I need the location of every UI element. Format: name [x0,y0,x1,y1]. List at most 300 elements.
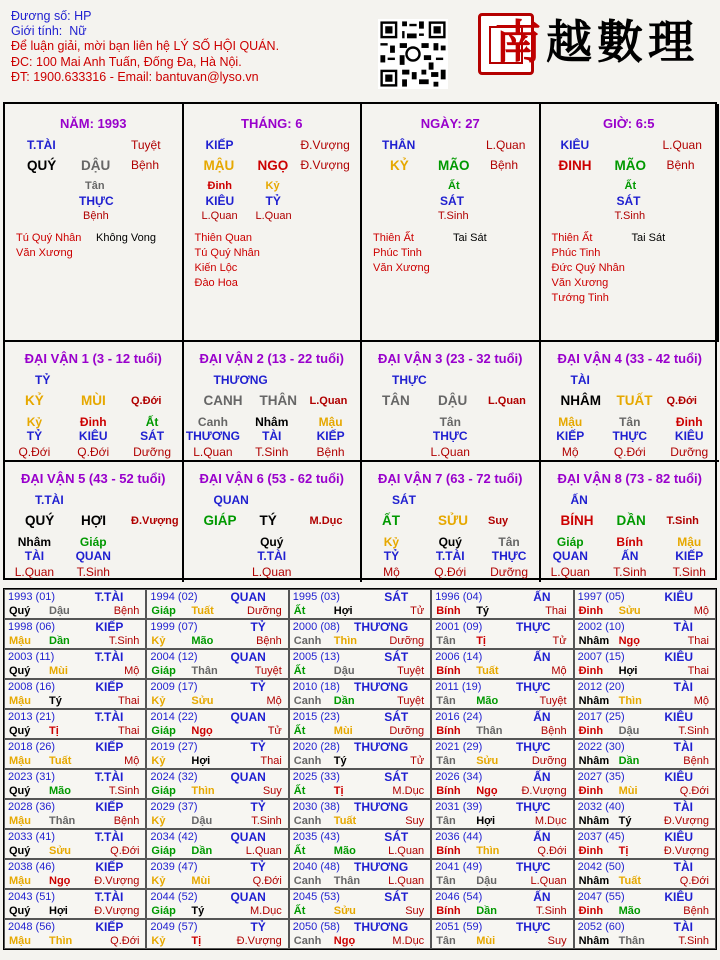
year-stem: Giáp [151,785,176,797]
year-cell [4,859,146,889]
year-stem: Mậu [9,815,31,827]
year-stage: Mộ [693,605,709,617]
year-star: THỰC [515,740,551,754]
pillar-branch-stage: Bệnh [490,158,519,172]
year-stem: Ất [293,905,306,917]
dai-van-hidden-stages: L.Quan T.Sinh T.Sinh [550,565,706,579]
year-star: SÁT [384,710,409,724]
pillar-title: GIỜ: 6:5 [602,116,655,131]
year-stage: Dưỡng [389,725,425,737]
year-branch: Ngọ [333,935,356,947]
year-star: KIẾP [95,920,124,934]
year-label: 2046 (54) [435,891,483,903]
year-star: THỰC [515,680,551,694]
year-branch: Dậu [49,605,70,617]
year-branch: Dậu [476,875,497,887]
year-cell [4,589,146,619]
year-star: THỰC [515,620,551,634]
dai-van-branch: TUẤT [616,393,653,408]
year-stage: Tử [267,725,282,737]
year-stage: Q.Đới [537,845,567,857]
dai-van-2 [184,342,363,462]
year-stage: Q.Đới [252,875,282,887]
year-label: 2045 (53) [292,891,340,903]
note-left: Tú Quý Nhân [194,247,260,259]
year-star: KIẾP [95,800,124,814]
note-right: Không Vong [96,232,156,244]
hidden-stem: Kỷ [265,180,280,192]
year-stage: T.Sinh [536,905,567,917]
year-label: 2034 (42) [150,831,198,843]
year-label: 2016 (24) [435,711,483,723]
dai-van-hidden-stems: Kỷ Đinh Ất [26,415,159,429]
year-label: 2009 (17) [150,681,198,693]
year-stage: M.Dục [392,785,425,797]
dai-van-7 [362,462,541,582]
year-cell [4,799,146,829]
pillar-title: THÁNG: 6 [241,116,303,131]
year-branch: Sửu [333,905,356,917]
year-stage: Suy [405,905,425,917]
year-cell [431,769,573,799]
year-branch: Mùi [191,875,211,887]
year-stage: T.Sinh [678,725,709,737]
year-branch: Tị [333,785,344,797]
year-stem: Ất [293,605,306,617]
year-branch: Ngọ [618,635,640,647]
year-stage: Thai [117,695,140,707]
note-left: Văn Xương [373,262,430,274]
hidden-stem: Ất [448,180,460,192]
dai-van-branch: TÝ [259,513,277,528]
year-stem: Đinh [578,845,604,857]
year-label: 2019 (27) [150,741,198,753]
qr-code-icon [378,18,448,90]
year-branch: Dần [49,635,70,647]
year-branch: Thìn [618,695,642,707]
year-stem: Nhâm [578,815,610,827]
dai-van-hidden-stems: Canh Nhâm Mậu [197,415,343,429]
year-stage: Thai [117,725,140,737]
year-cell [289,649,431,679]
year-label: 2015 (23) [292,711,340,723]
pillar-branch: MÃO [438,158,470,173]
year-label: 2024 (32) [150,771,198,783]
dai-van-stem: TÂN [382,393,410,408]
year-stage: Bệnh [540,725,567,737]
hidden-stage: T.Sinh [438,210,469,222]
dai-van-title: ĐẠI VẬN 8 (73 - 82 tuổi) [557,471,702,486]
year-branch: Mùi [49,665,68,677]
year-star: ẤN [533,830,551,844]
pillar-stem-star: THÂN [382,138,416,152]
year-cell [146,649,288,679]
pillar-branch: NGỌ [257,158,289,173]
dai-van-branch: DẦN [616,513,646,528]
year-branch: Mão [476,695,499,707]
year-stage: Dưỡng [247,605,282,617]
year-label: 2048 (56) [8,921,56,933]
dai-van-5 [5,462,184,582]
year-cell [289,889,431,919]
year-cell [574,649,716,679]
note-left: Tướng Tinh [551,292,609,304]
year-cell [146,799,288,829]
pillar-stem-stage: Tuyệt [131,138,161,152]
year-branch: Sửu [191,695,214,707]
year-star: T.TÀI [94,590,124,604]
year-stem: Bính [436,905,461,917]
year-label: 2044 (52) [150,891,198,903]
year-star: QUAN [230,770,266,784]
pillar-branch-stage: Bệnh [131,158,160,172]
year-branch: Dậu [191,815,213,827]
year-stage: M.Dục [534,815,567,827]
year-label: 2004 (12) [150,651,198,663]
year-stem: Quý [9,605,31,617]
year-stem: Bính [436,665,461,677]
dai-van-title: ĐẠI VẬN 2 (13 - 22 tuổi) [199,351,344,366]
year-cell [289,829,431,859]
year-label: 2051 (59) [435,921,483,933]
year-branch: Mùi [333,725,353,737]
year-stem: Tân [436,635,456,647]
year-branch: Tuất [191,605,214,617]
year-branch: Tị [191,935,202,947]
year-star: T.TÀI [94,890,124,904]
year-branch: Thân [49,815,76,827]
pillar-stem-stage: L.Quan [662,138,702,152]
pillar-stem-star: KIẾP [205,138,234,152]
dai-van-branch: HỢI [81,513,107,528]
year-label: 2006 (14) [435,651,483,663]
year-cell [146,859,288,889]
hidden-star: THỰC [79,194,114,208]
year-stem: Tân [436,695,456,707]
year-star: THƯƠNG [354,680,409,694]
note-left: Thiên Quan [194,232,252,244]
year-cell [431,649,573,679]
dai-van-title: ĐẠI VẬN 3 (23 - 32 tuổi) [378,351,523,366]
year-stem: Nhâm [578,875,610,887]
year-stage: Mộ [266,695,282,707]
year-stem: Tân [436,935,456,947]
contact-address: ĐC: 100 Mai Anh Tuấn, Đống Đa, Hà Nội. [11,54,242,69]
year-star: THƯƠNG [354,620,409,634]
year-star: KIẾP [95,620,124,634]
dai-van-stem: CANH [203,393,243,408]
note-left: Tú Quý Nhân [16,232,82,244]
dai-van-4 [541,342,720,462]
year-branch: Thân [618,935,645,947]
year-star: SÁT [384,650,409,664]
year-label: 2029 (37) [150,801,198,813]
note-left: Văn Xương [551,277,609,289]
year-stem: Mậu [9,875,31,887]
year-stem: Ất [293,665,306,677]
year-label: 2011 (19) [435,681,482,693]
year-star: SÁT [384,830,409,844]
year-stem: Nhâm [578,635,610,647]
hidden-stem: Đinh [207,180,232,192]
year-label: 2021 (29) [435,741,483,753]
pillar-stem: QUÝ [27,158,57,173]
year-label: 2014 (22) [150,711,198,723]
year-star: TỶ [250,740,266,754]
dai-van-star: SÁT [392,493,416,507]
year-branch: Tuất [49,755,72,767]
year-cell [431,919,573,949]
dai-van-star: THỰC [392,373,427,387]
year-star: TỶ [250,860,266,874]
year-branch: Dần [618,755,640,767]
year-cell [431,889,573,919]
year-star: THƯƠNG [354,920,409,934]
pillar-stem-stage: Đ.Vượng [300,138,350,152]
year-stem: Canh [293,815,322,827]
note-left: Văn Xương [16,247,73,259]
year-star: KIÊU [664,830,693,844]
dai-van-hidden-stars: T.TÀI [257,549,287,563]
year-star: THỰC [515,860,551,874]
year-stage: Dưỡng [389,635,425,647]
year-label: 1999 (07) [150,621,198,633]
dai-van-1 [5,342,184,462]
year-label: 2043 (51) [8,891,56,903]
year-cell [431,619,573,649]
year-branch: Ngọ [49,875,71,887]
year-stage: Bệnh [256,635,282,647]
year-star: KIÊU [664,890,693,904]
year-label: 2001 (09) [435,621,483,633]
dai-van-title: ĐẠI VẬN 1 (3 - 12 tuổi) [24,351,162,366]
year-stage: Bệnh [683,755,709,767]
dai-van-star: THƯƠNG [213,373,268,387]
dai-van-title: ĐẠI VẬN 4 (33 - 42 tuổi) [557,351,702,366]
year-cell [4,679,146,709]
year-branch: Dần [333,695,355,707]
year-stem: Quý [9,665,31,677]
dai-van-hidden-stages: L.Quan [430,445,470,459]
year-cell [146,679,288,709]
year-cell [574,769,716,799]
contact-phone-email: ĐT: 1900.633316 - Email: bantuvan@lyso.vn [11,69,259,84]
year-stage: Tử [410,755,425,767]
dai-van-branch: DẬU [438,393,468,408]
year-stage: Mộ [124,665,140,677]
year-cell [146,589,288,619]
year-stage: L.Quan [245,845,282,857]
year-branch: Hợi [333,605,353,617]
owner-name: Đương số: HP [11,9,92,23]
year-star: THƯƠNG [354,800,409,814]
pillar-stem: ĐINH [558,158,592,173]
year-star: TÀI [673,800,693,814]
dai-van-title: ĐẠI VẬN 5 (43 - 52 tuổi) [21,471,166,486]
pillar-stem: KỶ [390,158,409,173]
year-stem: Kỷ [151,755,166,767]
year-star: ẤN [533,590,551,604]
year-branch: Tuất [333,815,357,827]
year-stem: Canh [293,755,322,767]
dai-van-3 [362,342,541,462]
year-cell [146,739,288,769]
year-cell [574,829,716,859]
dai-van-stem: KỶ [25,393,44,408]
year-stem: Bính [436,605,461,617]
pillar-title: NĂM: 1993 [60,116,127,131]
year-star: TÀI [673,680,693,694]
year-branch: Thân [191,665,218,677]
year-star: TÀI [673,740,693,754]
year-branch: Ngọ [191,725,213,737]
year-label: 2030 (38) [292,801,340,813]
year-branch: Mùi [476,935,496,947]
year-stage: Bệnh [683,905,709,917]
year-stem: Bính [436,725,461,737]
pillar-month [184,104,363,342]
dai-van-branch: MÙI [81,393,106,408]
contact-invite: Để luận giải, mời bạn liên hệ LÝ SỐ HỘI QUÁN. [11,39,280,54]
dai-van-stage: Q.Đới [131,395,162,407]
dai-van-star: TỶ [35,373,51,387]
year-star: T.TÀI [94,830,124,844]
year-star: QUAN [230,890,266,904]
year-stage: Suy [547,935,567,947]
dai-van-6 [184,462,363,582]
year-cell [4,919,146,949]
pillar-hour [541,104,720,342]
year-label: 2047 (55) [577,891,625,903]
year-cell [4,829,146,859]
dai-van-8 [541,462,720,582]
year-branch: Tý [333,755,347,767]
dai-van-branch: THÂN [259,393,297,408]
year-star: SÁT [384,770,409,784]
year-branch: Dần [476,905,497,917]
year-stem: Kỷ [151,635,166,647]
year-stem: Tân [436,875,456,887]
year-cell [431,709,573,739]
year-stem: Kỷ [151,875,166,887]
year-cell [289,619,431,649]
note-left: Kiến Lộc [194,262,238,274]
year-star: THƯƠNG [354,860,409,874]
hidden-stem: Tân [85,180,105,192]
year-label: 2052 (60) [577,921,625,933]
dai-van-hidden-stages: L.Quan T.Sinh Bệnh [193,445,345,459]
year-branch: Thân [333,875,361,887]
year-label: 1996 (04) [435,591,483,603]
year-star: QUAN [230,830,266,844]
year-star: KIÊU [664,590,693,604]
year-branch: Thìn [333,635,358,647]
year-label: 2000 (08) [292,621,340,633]
pillar-branch: MÃO [614,158,646,173]
year-label: 2035 (43) [292,831,340,843]
year-label: 2012 (20) [577,681,625,693]
year-cell [431,829,573,859]
year-label: 2033 (41) [8,831,56,843]
year-label: 1994 (02) [150,591,198,603]
year-stage: Tử [410,605,425,617]
year-stage: Tuyệt [397,695,425,707]
year-cell [431,799,573,829]
dai-van-hidden-stems: Quý [260,535,284,549]
year-stage: T.Sinh [251,815,282,827]
pillar-branch-stage: Bệnh [666,158,695,172]
year-label: 2042 (50) [577,861,625,873]
year-stem: Giáp [151,905,176,917]
hidden-stage: L.Quan [255,210,292,222]
year-label: 2028 (36) [8,801,56,813]
dai-van-stage: M.Dục [309,515,343,527]
year-stem: Canh [293,635,322,647]
dai-van-stage: Suy [488,515,509,527]
year-branch: Dậu [333,665,355,677]
dai-van-hidden-stems: Tân [439,415,461,429]
dai-van-star: QUAN [213,493,249,507]
year-star: T.TÀI [94,770,124,784]
note-right: Tai Sát [453,232,487,244]
note-left: Phúc Tinh [551,247,601,259]
dai-van-stage: T.Sinh [666,515,699,527]
year-cell [574,919,716,949]
year-stage: Đ.Vượng [94,875,140,887]
year-stem: Giáp [151,845,176,857]
year-branch: Hợi [476,815,496,827]
dai-van-hidden-stems: Kỷ Quý Tân [383,535,520,549]
year-stage: Mộ [551,665,567,677]
pillar-stem-star: T.TÀI [27,138,56,152]
hidden-stem: Ất [624,180,637,192]
year-cell [146,709,288,739]
year-cell [4,619,146,649]
dai-van-stem: BÍNH [560,513,594,528]
year-star: QUAN [230,710,266,724]
year-branch: Tý [476,605,490,617]
year-label: 1997 (05) [577,591,625,603]
year-star: THỰC [515,800,551,814]
year-stage: Thai [687,635,709,647]
dai-van-hidden-stems: Mậu Tân Đinh [558,415,703,429]
pillar-day [362,104,541,342]
year-stage: Mộ [693,695,709,707]
year-stem: Giáp [151,605,176,617]
dai-van-stem: ẤT [382,513,400,528]
year-cell [146,919,288,949]
year-star: KIÊU [664,770,693,784]
year-star: T.TÀI [94,650,124,664]
year-cell [574,859,716,889]
year-cell [431,679,573,709]
dai-van-hidden-stages: Mộ Q.Đới Dưỡng [561,445,709,459]
year-stem: Mậu [9,635,31,647]
year-star: TỶ [250,680,266,694]
year-stage: L.Quan [530,875,567,887]
year-stem: Tân [436,755,456,767]
dai-van-hidden-stems: Giáp Bính Mậu [556,535,702,549]
note-left: Phúc Tinh [373,247,422,259]
year-stage: Suy [405,815,425,827]
year-label: 2003 (11) [8,651,55,663]
gender-line: Giới tính: Nữ [11,24,87,39]
year-stem: Đinh [578,905,604,917]
year-stage: M.Dục [250,905,282,917]
dai-van-hidden-stages: L.Quan T.Sinh [14,565,110,579]
year-branch: Tý [191,905,205,917]
dai-van-hidden-stars: TỶ T.TÀI THỰC [383,549,527,563]
